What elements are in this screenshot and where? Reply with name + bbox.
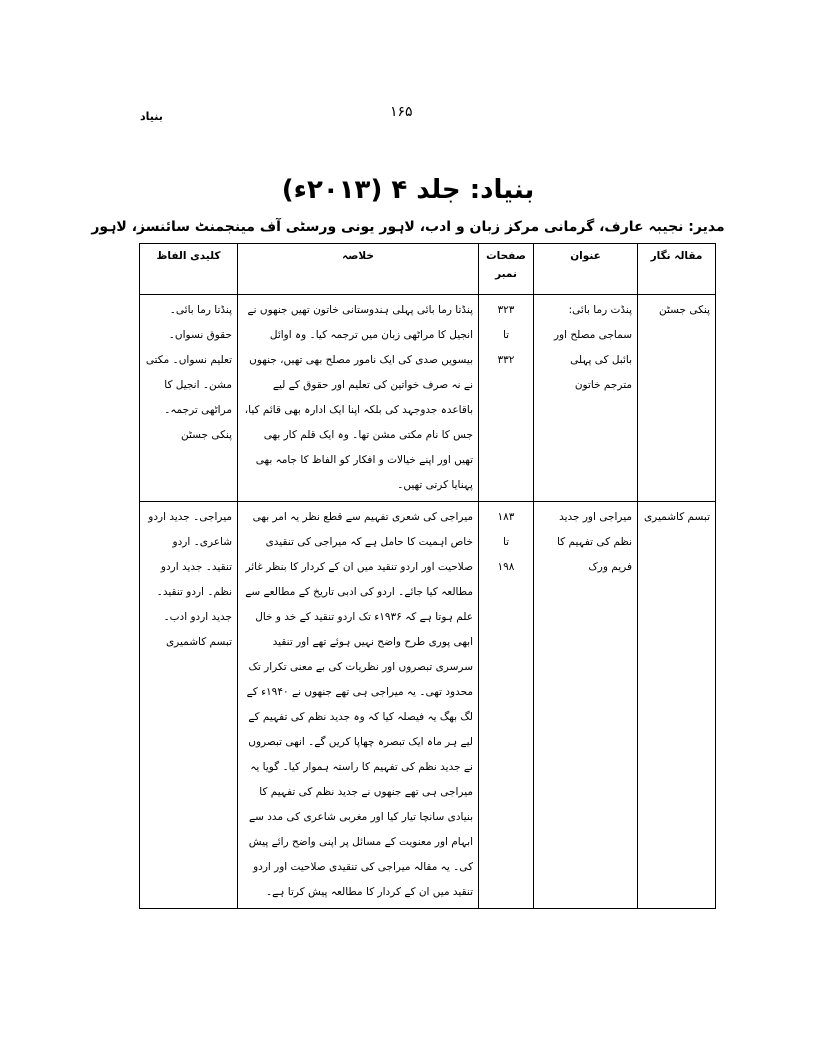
cell-keywords: میراجی۔ جدید اردو شاعری۔ اردو تنقید۔ جدید اردو نظم۔ اردو تنقید۔ جدید اردو ادب۔ تبسم کاشمیری	[140, 502, 238, 909]
header-pages: صفحات نمبر	[479, 244, 534, 295]
article-table	[139, 243, 716, 909]
table-header-row	[140, 244, 716, 295]
cell-pages	[479, 502, 534, 909]
header-author: مقالہ نگار	[638, 244, 716, 295]
pages-to: تا	[502, 536, 510, 548]
page-number: ۱۶۵	[390, 104, 413, 120]
table-row	[140, 502, 716, 909]
cell-pages	[479, 295, 534, 502]
table-row	[140, 295, 716, 502]
cell-title: میراجی اور جدید نظم کی تفہیم کا فریم ورک	[534, 502, 638, 909]
header-title: عنوان	[534, 244, 638, 295]
header-keywords: کلیدی الفاظ	[140, 244, 238, 295]
cell-title: پنڈت رما بائی: سماجی مصلح اور بائبل کی پہلی مترجم خاتون	[534, 295, 638, 502]
pages-end: ۱۹۸	[497, 561, 515, 573]
cell-summary: میراجی کی شعری تفہیم سے قطع نظر یہ امر بھی خاص اہمیت کا حامل ہے کہ میراجی کی تنقیدی صلاحیت اور اردو تنقید میں ان کے کردار کا بنظر غائر مطالعہ کیا جائے۔ اردو کی ادبی تاریخ کے مطالعے سے علم ہوتا ہے کہ ۱۹۳۶ء تک اردو تنقید کے خد و خال ابھی پوری طرح واضح نہیں ہوئے تھے اور تنقید سرسری تبصروں اور نظریات کی بے معنی تکرار تک محدود تھی۔ یہ میراجی ہی تھے جنھوں نے ۱۹۴۰ء کے لگ بھگ یہ فیصلہ کیا کہ وہ جدید نظم کی تفہیم کے لیے ہر ماہ ایک تبصرہ چھاپا کریں گے۔ انھی تبصروں نے جدید نظم کی تفہیم کا راستہ ہموار کیا۔ گویا یہ میراجی ہی تھے جنھوں نے جدید نظم کی تفہیم کا بنیادی سانچا تیار کیا اور مغربی شاعری کی مدد سے ابہام اور معنویت کے مسائل پر اپنی واضح رائے پیش کی۔ یہ مقالہ میراجی کی تنقیدی صلاحیت اور اردو تنقید میں ان کے کردار کا مطالعہ پیش کرتا ہے۔	[238, 502, 479, 909]
pages-end: ۳۳۲	[497, 354, 515, 366]
pages-to: تا	[502, 329, 510, 341]
cell-author: تبسم کاشمیری	[638, 502, 716, 909]
cell-author: پنکی جسٹن	[638, 295, 716, 502]
running-header: بنیاد	[140, 110, 163, 123]
pages-start: ۳۲۳	[497, 304, 515, 316]
pages-start: ۱۸۳	[497, 511, 515, 523]
page-subtitle: مدیر: نجیبہ عارف، گرمانی مرکز زبان و ادب، لاہور یونی ورسٹی آف مینجمنٹ سائنسز، لاہور	[91, 219, 725, 235]
page-title: بنیاد: جلد ۴ (۲۰۱۳ء)	[281, 175, 535, 205]
cell-keywords: پنڈتا رما بائی۔ حقوق نسواں۔ تعلیم نسواں۔ مکتی مشن۔ انجیل کا مراٹھی ترجمہ۔ پنکی جسٹن	[140, 295, 238, 502]
header-summary: خلاصہ	[238, 244, 479, 295]
cell-summary: پنڈتا رما بائی پہلی ہندوستانی خاتون تھیں جنھوں نے انجیل کا مراٹھی زبان میں ترجمہ کیا۔ وہ اوائل بیسویں صدی کی ایک نامور مصلح بھی تھیں، جنھوں نے نہ صرف خواتین کی تعلیم اور حقوق کے لیے باقاعدہ جدوجہد کی بلکہ اپنا ایک ادارہ بھی قائم کیا، جس کا نام مکتی مشن تھا۔ وہ ایک قلم کار بھی تھیں اور اپنے خیالات و افکار کو الفاظ کا جامہ بھی پہنایا کرتی تھیں۔	[238, 295, 479, 502]
